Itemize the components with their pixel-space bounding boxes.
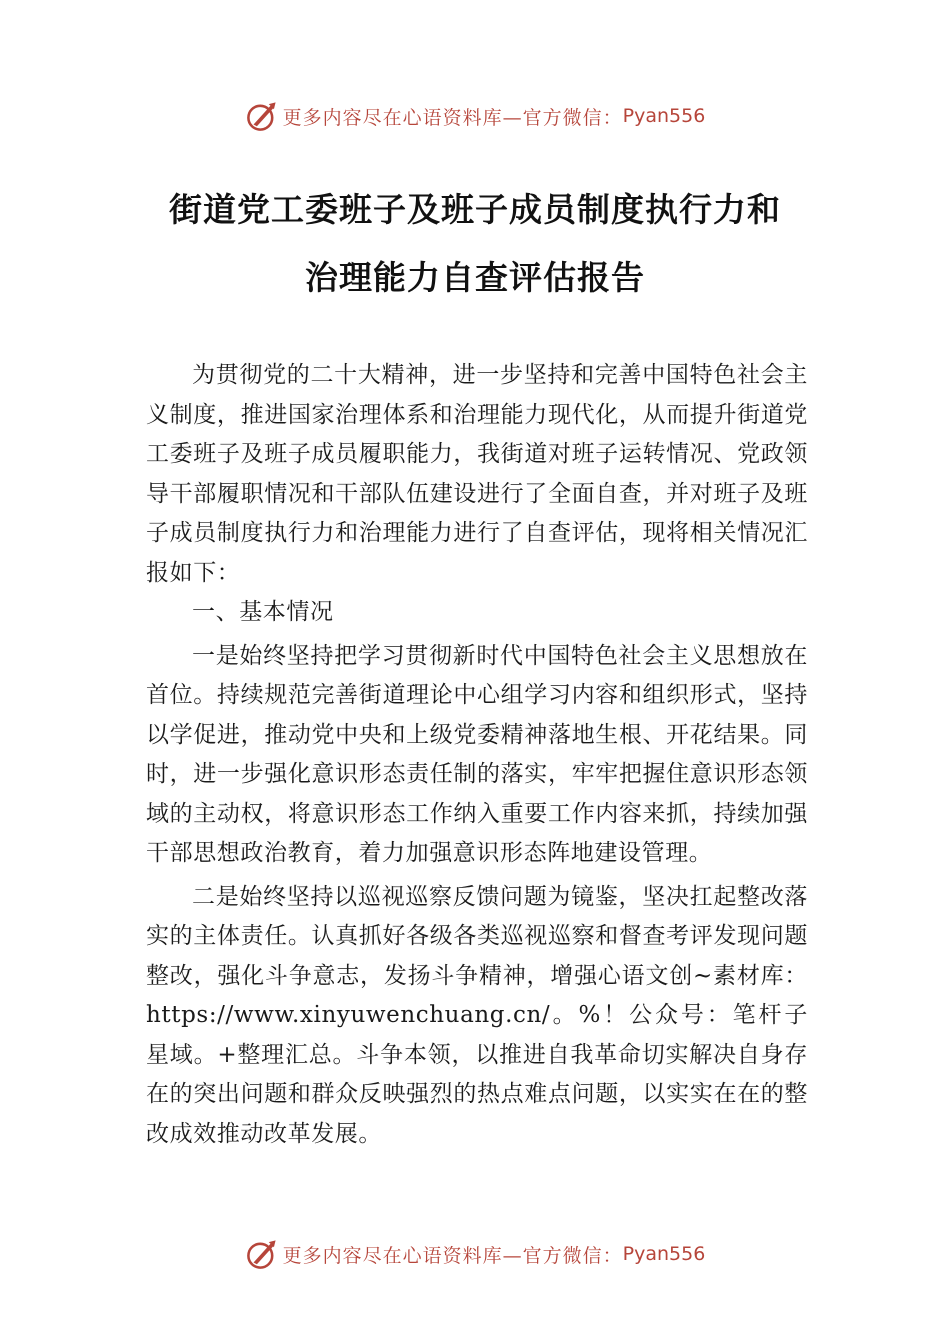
document-title-line-2: 治理能力自查评估报告 xyxy=(305,258,645,297)
quill-logo-icon xyxy=(245,99,279,133)
watermark-wechat-id: Pyan556 xyxy=(622,105,706,127)
intro-paragraph: 为贯彻党的二十大精神，进一步坚持和完善中国特色社会主义制度，推进国家治理体系和治理能力现代化，从而提升街道党工委班子及班子成员履职能力，我街道对班子运转情况、党政领导干部履职情况和干部队伍建设进行了全面自查，并对班子及班子成员制度执行力和治理能力进行了自查评估，现将相关情况汇报如下： xyxy=(146,362,808,586)
paragraph-1: 一是始终坚持把学习贯彻新时代中国特色社会主义思想放在首位。持续规范完善街道理论中心组学习内容和组织形式，坚持以学促进，推动党中央和上级党委精神落地生根、开花结果。同时，进一步强化意识形态责任制的落实，牢牢把握住意识形态领域的主动权，将意识形态工作纳入重要工作内容来抓，持续加强干部思想政治教育，着力加强意识形态阵地建设管理。 xyxy=(146,642,808,866)
document-body xyxy=(146,356,808,1154)
watermark-text: 更多内容尽在心语资料库—官方微信： xyxy=(282,106,623,129)
watermark-wechat-id: Pyan556 xyxy=(622,1243,706,1265)
header-watermark xyxy=(0,96,950,136)
quill-logo-icon xyxy=(245,1237,279,1271)
section-heading-basic-situation: 一、基本情况 xyxy=(192,599,334,625)
watermark-text: 更多内容尽在心语资料库—官方微信： xyxy=(282,1244,623,1267)
paragraph-2: 二是始终坚持以巡视巡察反馈问题为镜鉴，坚决扛起整改落实的主体责任。认真抓好各级各类巡视巡察和督查考评发现问题整改，强化斗争意志，发扬斗争精神，增强心语文创~素材库：https://www.xinyuwenchuang.cn/。%！公众号：笔杆子星域。+整理汇总。斗争本领，以推进自我革命切实解决自身存在的突出问题和群众反映强烈的热点难点问题，以实实在在的整改成效推动改革发展。 xyxy=(146,883,808,1147)
document-title-line-1: 街道党工委班子及班子成员制度执行力和 xyxy=(169,190,781,229)
footer-watermark xyxy=(0,1234,950,1274)
